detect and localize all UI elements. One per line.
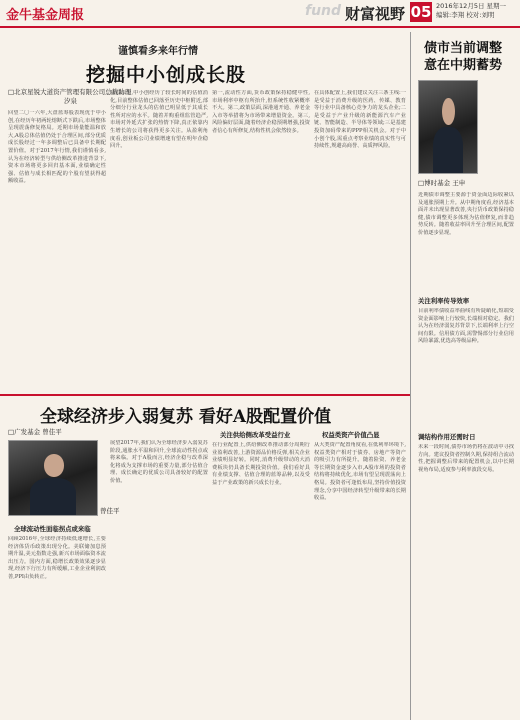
masthead-rule <box>0 0 520 28</box>
article2-col3: 在行业配置上,供给侧改革推动部分周期行业盈利改善,上游资源品价格反弹,相关企业业绩明显好转。同时,消费升级带动的大消费板块仍具备长期投资价值。我们看好具有业绩支撑、估值合理的蓝筹品种,以及受益于产业政策的新兴成长行业。 <box>212 442 310 486</box>
article1-col4: 在具体配置上,我们建议关注三条主线:一是受益于消费升级的医药、传媒、教育等行业中具备核心竞争力的龙头企业;二是受益于产业升级的新能源汽车产业链、智能制造、半导体等领域;三是基建投资加码带来的PPP相关机会。对于中小创个股,需重点考察业绩的真实性与可持续性,规避高商誉、高质押风险。 <box>314 90 406 150</box>
masthead-brand: 金牛基金周报 <box>6 8 85 23</box>
article2-headline: 全球经济步入弱复苏 看好A股配置价值 <box>40 407 332 427</box>
section-rule <box>0 394 410 396</box>
right-feature-byline: □博时基金 王申 <box>418 179 466 187</box>
right-feature-col-b: 目前利率债收益率曲线有所陡峭化,短端受资金面影响上行较快,长端相对稳定。我们认为在经济弱复苏背景下,长端利率上行空间有限。信用债方面,需警惕部分行业信用风险暴露,优选高等级品种。 <box>418 308 514 345</box>
right-feature-col-a: 近期债市调整主要源于资金面边际收紧以及通胀预期上升。从中期角度看,经济基本面并未出现显著改善,央行货币政策保持稳健,债市调整更多体现为估值修复,而非趋势反转。随着收益率回升至合理区间,配置价值逐步显现。 <box>418 192 514 236</box>
proofreader: 校对:刘明 <box>466 11 495 19</box>
author-photo-wang <box>418 80 478 174</box>
right-feature-sub2: 调结构作用还需时日 <box>418 433 476 441</box>
date: 2016年12月5日 星期一 <box>436 2 507 10</box>
article2-sub2: 关注供给侧改革受益行业 <box>220 431 291 439</box>
column-divider <box>410 32 411 720</box>
right-feature-headline: 债市当前调整意在中期蓄势 <box>423 41 502 73</box>
article2-byline: □广发基金 曾佳平 <box>8 428 62 436</box>
article2-col1: 回顾2016年,全球经济持续低速增长,主要经济体货币政策出现分化。美联储加息预期升温,美元指数走强,新兴市场面临资本流出压力。国内方面,稳增长政策效果逐步显现,经济下行压力有所缓解,工业企业利润改善,PPI由负转正。 <box>8 536 106 580</box>
author-photo-zeng <box>8 440 98 516</box>
article2-sub3: 权益类资产价值凸显 <box>322 431 380 439</box>
right-feature-sub1: 关注利率传导效率 <box>418 297 470 305</box>
article1-byline-name: 汐泉 <box>64 97 77 105</box>
article1-col3: 第一,流动性方面,货币政策保持稳健中性,市场利率中枢有所抬升,但系统性收紧概率不大。第二,政策层面,深港通开通、养老金入市等举措将为市场带来增量资金。第三,风险偏好层面,随着经济企稳预期增强,投资者信心有所修复,结构性机会依然较多。 <box>212 90 310 134</box>
page-number: 05 <box>410 3 432 21</box>
article1-headline: 挖掘中小创成长股 <box>86 64 247 86</box>
article1-col2: 我们认为,中小创经历了较长时间的估值消化,目前整体估值已回落至历史中枢附近,部分细分行业龙头的估值已明显低于其成长性所对应的水平。随着并购重组监管趋严,市场对外延式扩张的热情下降,真正依靠内生增长的公司将获得更多关注。从盈利角度看,创业板公司业绩增速有望在明年企稳回升。 <box>110 90 208 150</box>
article1-kicker: 谨慎看多来年行情 <box>118 46 198 57</box>
article2-col4: 从大类资产配置角度看,在低利率环境下,权益类资产相对于债券、房地产等资产的吸引力有所提升。随着险资、养老金等长期资金逐步入市,A股市场的投资者结构将持续优化,市场有望呈现震荡向上格局。投资者可逢低布局,坚持价值投资理念,分享中国经济转型升级带来的长期收益。 <box>314 442 406 502</box>
right-feature-col-c: 未来一段时间,债券市场仍将在波动中寻找方向。建议投资者控制久期,保持组合流动性,把握调整后带来的配置机会,以中长期视角布局,适度参与利率波段交易。 <box>418 444 514 473</box>
masthead-fund-en: fund <box>305 3 342 19</box>
article1-col1: 回望二〇一六年,大盘蓝筹股表现优于中小创,在经历年初两轮熔断式下跌后,市场整体呈现震荡修复格局。近期市场量能温和放大,A股总体估值仍处于合理区间,部分优质成长股经过一年多调整后已具备中长期配置价值。对于2017年行情,我们谨慎看多,认为在经济转型与供给侧改革推进背景下,资本市场将更多回归基本面,业绩确定性强、估值与成长相匹配的个股有望获得超额收益。 <box>8 110 106 185</box>
article2-col2: 展望2017年,我们认为全球经济步入弱复苏阶段,通胀水平温和回升,全球流动性拐点或将来临。对于A股而言,经济企稳与改革深化将成为支撑市场的重要力量,部分估值合理、成长确定的优质公司具备较好的配置价值。 <box>110 440 208 484</box>
article2-sub1: 全球流动性面临拐点或来临 <box>14 525 91 533</box>
section-title: 财富视野 <box>345 5 406 23</box>
editor: 编辑:李翔 <box>436 11 465 19</box>
article1-byline-org: □北京星锐大道资产管理有限公司总裁助理 <box>8 88 132 96</box>
article2-photo-caption: 曾佳平 <box>100 507 120 515</box>
